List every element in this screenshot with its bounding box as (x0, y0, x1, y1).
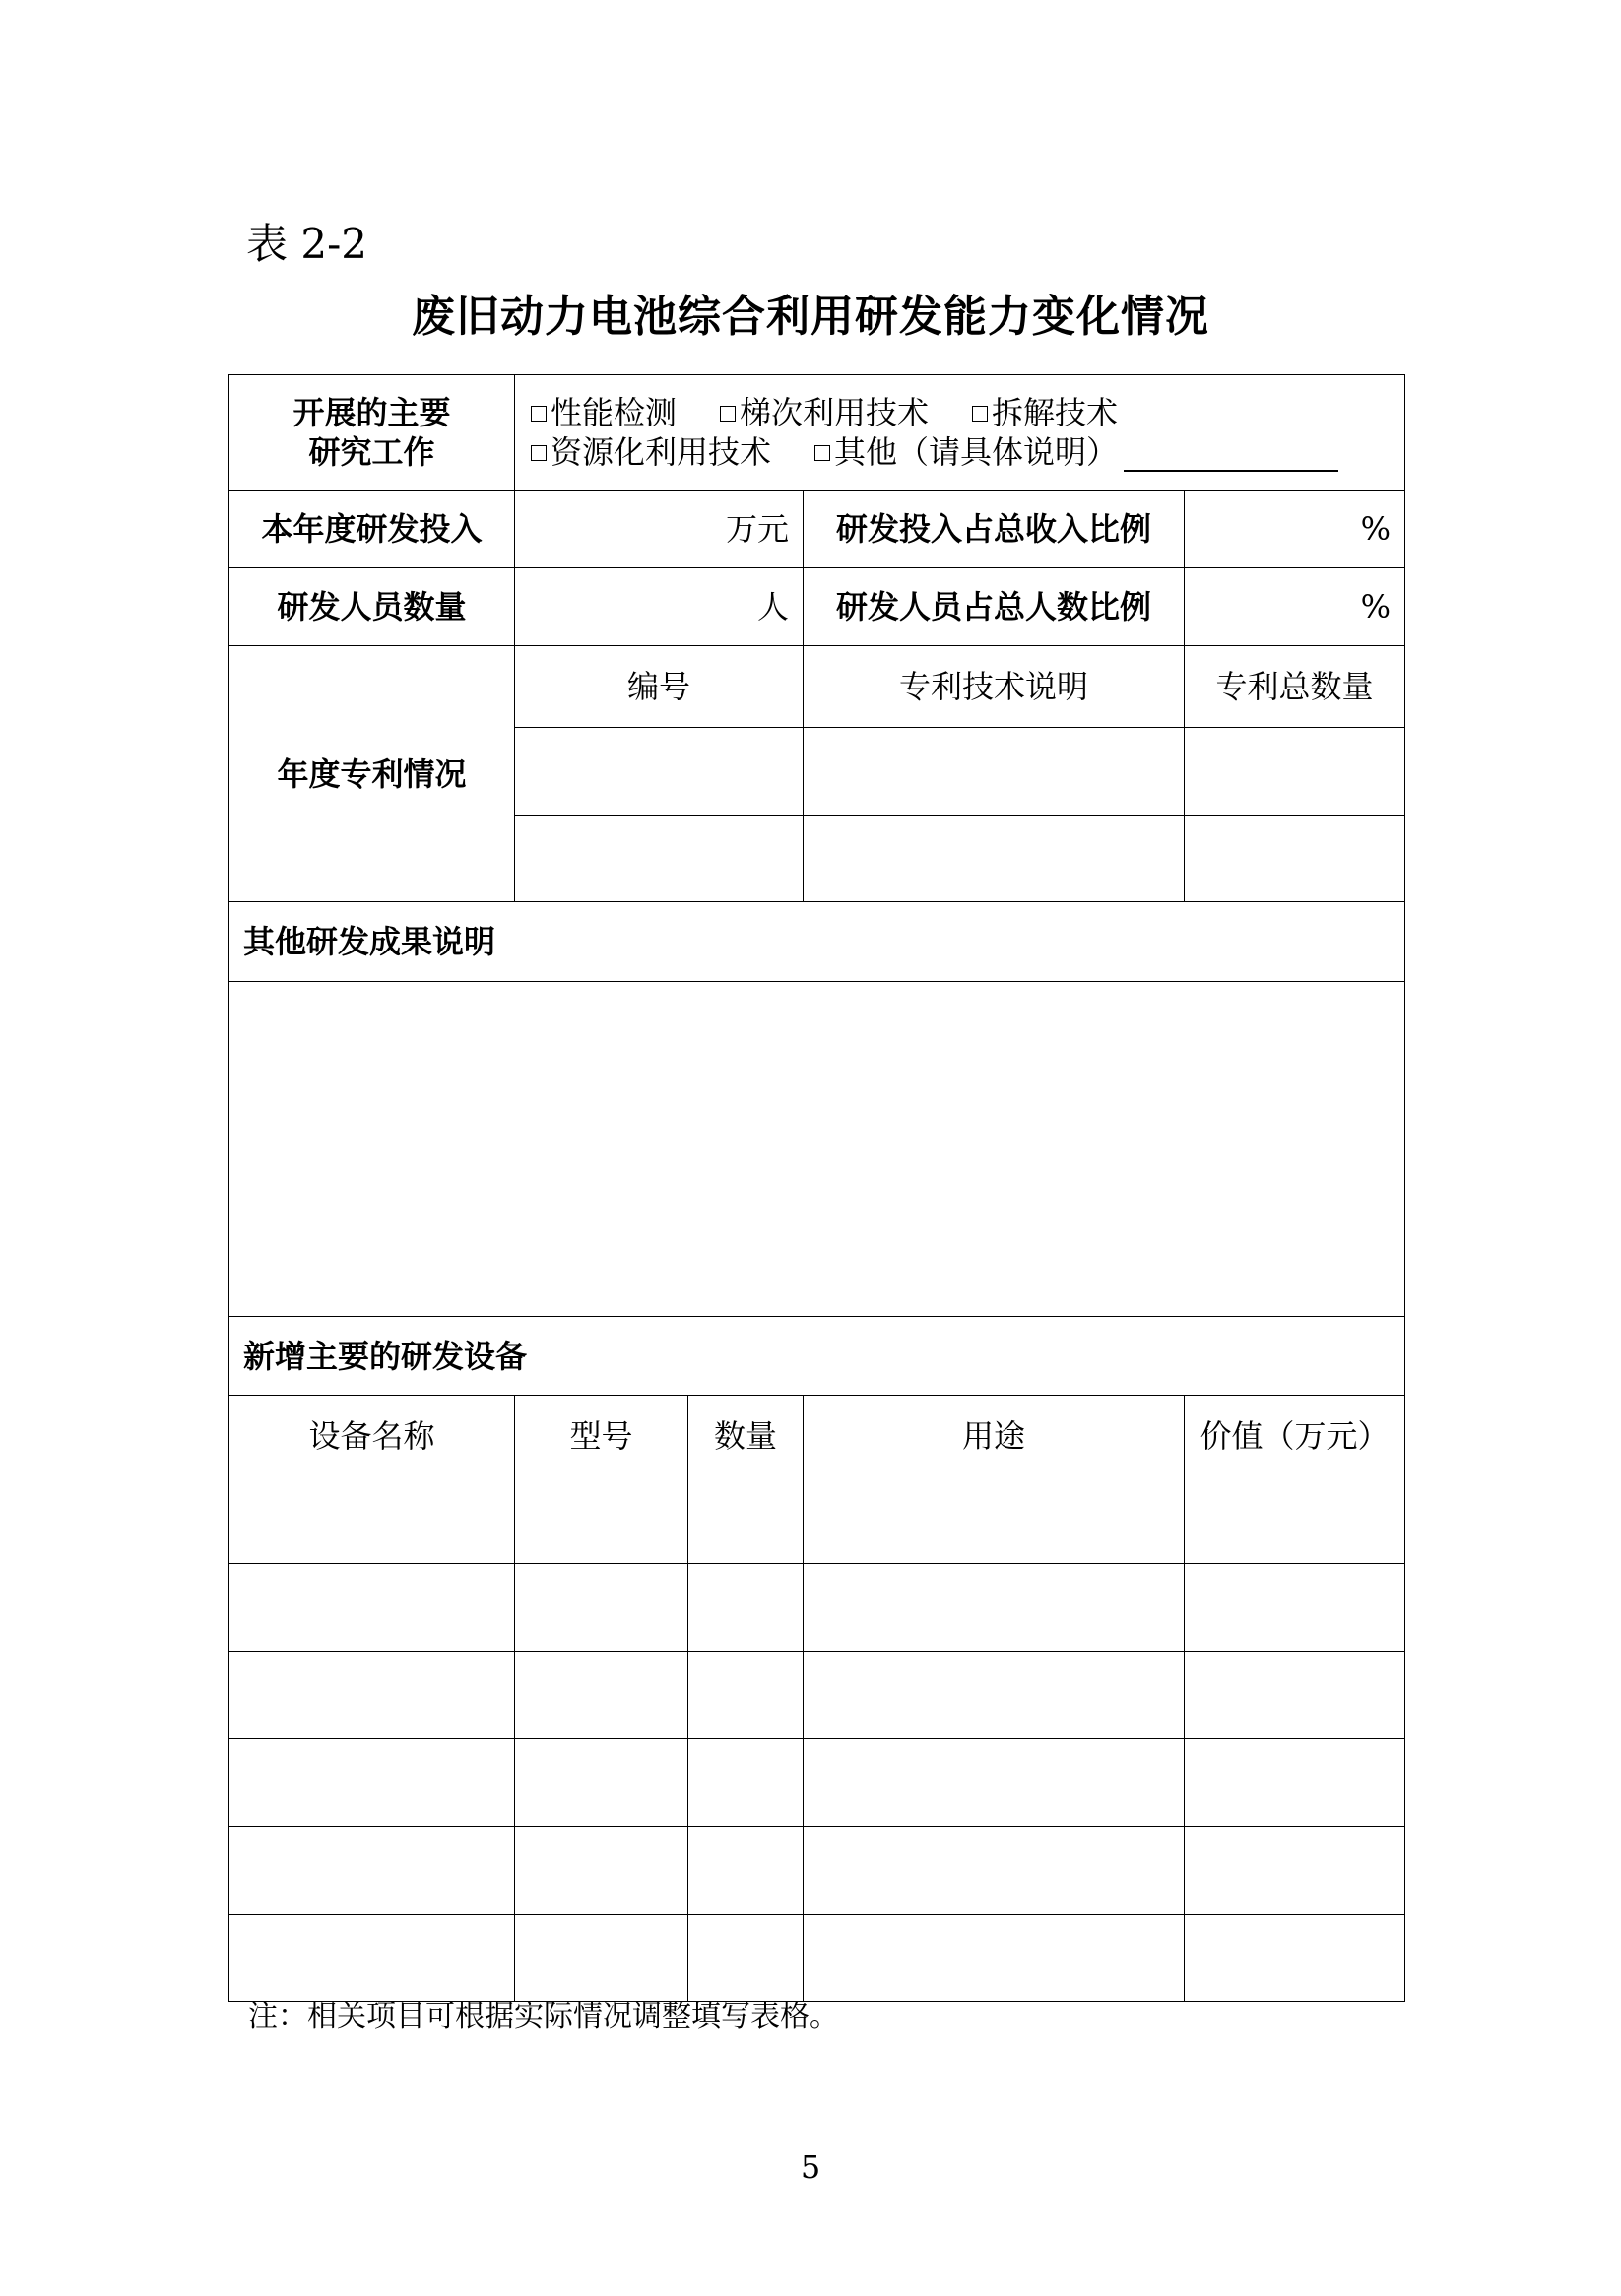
equipment-header-row (229, 1317, 1405, 1396)
table-row (229, 1827, 1405, 1915)
option-resource-utilization[interactable] (531, 432, 771, 472)
other-specify-blank[interactable] (1124, 440, 1338, 472)
investment-value-cell[interactable] (515, 491, 804, 568)
equipment-quantity-cell[interactable] (688, 1476, 804, 1564)
equipment-value-cell[interactable] (1185, 1915, 1405, 2002)
equipment-purpose-cell[interactable] (804, 1564, 1185, 1652)
equipment-model-cell[interactable] (515, 1915, 688, 2002)
equipment-value-cell[interactable] (1185, 1652, 1405, 1739)
patent-col-number: 编号 (515, 646, 804, 728)
investment-ratio-unit: % (1360, 510, 1392, 548)
option-dismantling[interactable] (972, 393, 1118, 432)
investment-row (229, 491, 1405, 568)
table-row (229, 1915, 1405, 2002)
table-row (229, 1739, 1405, 1827)
table-row (229, 1476, 1405, 1564)
research-work-label (229, 375, 515, 491)
staff-unit: 人 (756, 588, 789, 625)
patent-number-cell[interactable] (515, 816, 804, 902)
table-row (229, 1652, 1405, 1739)
patent-total-cell[interactable] (1185, 816, 1405, 902)
equipment-model-cell[interactable] (515, 1827, 688, 1915)
equipment-name-cell[interactable] (229, 1915, 515, 2002)
rd-capability-form (228, 374, 1405, 2002)
equipment-model-cell[interactable] (515, 1564, 688, 1652)
staff-label: 研发人员数量 (229, 568, 515, 646)
patent-col-description: 专利技术说明 (804, 646, 1185, 728)
option-label: 梯次利用技术 (740, 394, 930, 431)
option-cascade-utilization[interactable] (720, 393, 929, 432)
staff-row (229, 568, 1405, 646)
research-work-label-line1: 开展的主要 (292, 394, 451, 431)
table-row (229, 1564, 1405, 1652)
equipment-purpose-cell[interactable] (804, 1827, 1185, 1915)
patent-col-total: 专利总数量 (1185, 646, 1405, 728)
patent-label: 年度专利情况 (229, 646, 515, 902)
equipment-model-cell[interactable] (515, 1652, 688, 1739)
patent-total-cell[interactable] (1185, 728, 1405, 816)
checkbox-icon[interactable] (531, 445, 547, 461)
option-label: 拆解技术 (992, 394, 1119, 431)
equipment-value-cell[interactable] (1185, 1564, 1405, 1652)
equipment-purpose-cell[interactable] (804, 1476, 1185, 1564)
equipment-model-cell[interactable] (515, 1476, 688, 1564)
investment-label: 本年度研发投入 (229, 491, 515, 568)
option-label: 资源化利用技术 (551, 433, 772, 471)
option-label: 其他（请具体说明） (834, 433, 1119, 471)
option-performance-testing[interactable] (531, 393, 677, 432)
investment-ratio-label: 研发投入占总收入比例 (804, 491, 1185, 568)
equipment-value-cell[interactable] (1185, 1827, 1405, 1915)
equipment-col-quantity: 数量 (688, 1396, 804, 1476)
investment-unit: 万元 (725, 510, 789, 548)
equipment-col-model: 型号 (515, 1396, 688, 1476)
equipment-value-cell[interactable] (1185, 1739, 1405, 1827)
staff-ratio-unit: % (1360, 588, 1392, 625)
option-other[interactable] (814, 432, 1338, 472)
equipment-name-cell[interactable] (229, 1476, 515, 1564)
option-label: 性能检测 (551, 394, 678, 431)
other-results-textarea[interactable] (229, 982, 1405, 1317)
equipment-model-cell[interactable] (515, 1739, 688, 1827)
checkbox-icon[interactable] (972, 406, 988, 422)
equipment-name-cell[interactable] (229, 1827, 515, 1915)
document-title: 废旧动力电池综合利用研发能力变化情况 (412, 292, 1209, 342)
checkbox-icon[interactable] (531, 406, 547, 422)
research-work-row (229, 375, 1405, 491)
equipment-columns-row (229, 1396, 1405, 1476)
equipment-purpose-cell[interactable] (804, 1915, 1185, 2002)
checkbox-icon[interactable] (814, 445, 830, 461)
equipment-name-cell[interactable] (229, 1739, 515, 1827)
checkbox-icon[interactable] (720, 406, 736, 422)
equipment-purpose-cell[interactable] (804, 1739, 1185, 1827)
research-work-options (515, 375, 1405, 491)
patent-description-cell[interactable] (804, 728, 1185, 816)
equipment-quantity-cell[interactable] (688, 1564, 804, 1652)
equipment-quantity-cell[interactable] (688, 1915, 804, 2002)
page-number: 5 (800, 2148, 821, 2186)
equipment-quantity-cell[interactable] (688, 1739, 804, 1827)
equipment-quantity-cell[interactable] (688, 1827, 804, 1915)
equipment-col-purpose: 用途 (804, 1396, 1185, 1476)
research-work-label-line2: 研究工作 (308, 433, 435, 471)
other-results-content-row (229, 982, 1405, 1317)
equipment-value-cell[interactable] (1185, 1476, 1405, 1564)
patent-number-cell[interactable] (515, 728, 804, 816)
patent-description-cell[interactable] (804, 816, 1185, 902)
footnote: 注：相关项目可根据实际情况调整填写表格。 (248, 2000, 839, 2034)
equipment-col-name: 设备名称 (229, 1396, 515, 1476)
equipment-name-cell[interactable] (229, 1564, 515, 1652)
other-results-label: 其他研发成果说明 (229, 902, 1405, 982)
investment-ratio-cell[interactable] (1185, 491, 1405, 568)
staff-value-cell[interactable] (515, 568, 804, 646)
staff-ratio-label: 研发人员占总人数比例 (804, 568, 1185, 646)
patent-header-row (229, 646, 1405, 728)
equipment-col-value: 价值（万元） (1185, 1396, 1405, 1476)
staff-ratio-cell[interactable] (1185, 568, 1405, 646)
equipment-name-cell[interactable] (229, 1652, 515, 1739)
other-results-header-row (229, 902, 1405, 982)
equipment-label: 新增主要的研发设备 (229, 1317, 1405, 1396)
equipment-purpose-cell[interactable] (804, 1652, 1185, 1739)
equipment-quantity-cell[interactable] (688, 1652, 804, 1739)
table-label: 表 2-2 (246, 220, 367, 268)
